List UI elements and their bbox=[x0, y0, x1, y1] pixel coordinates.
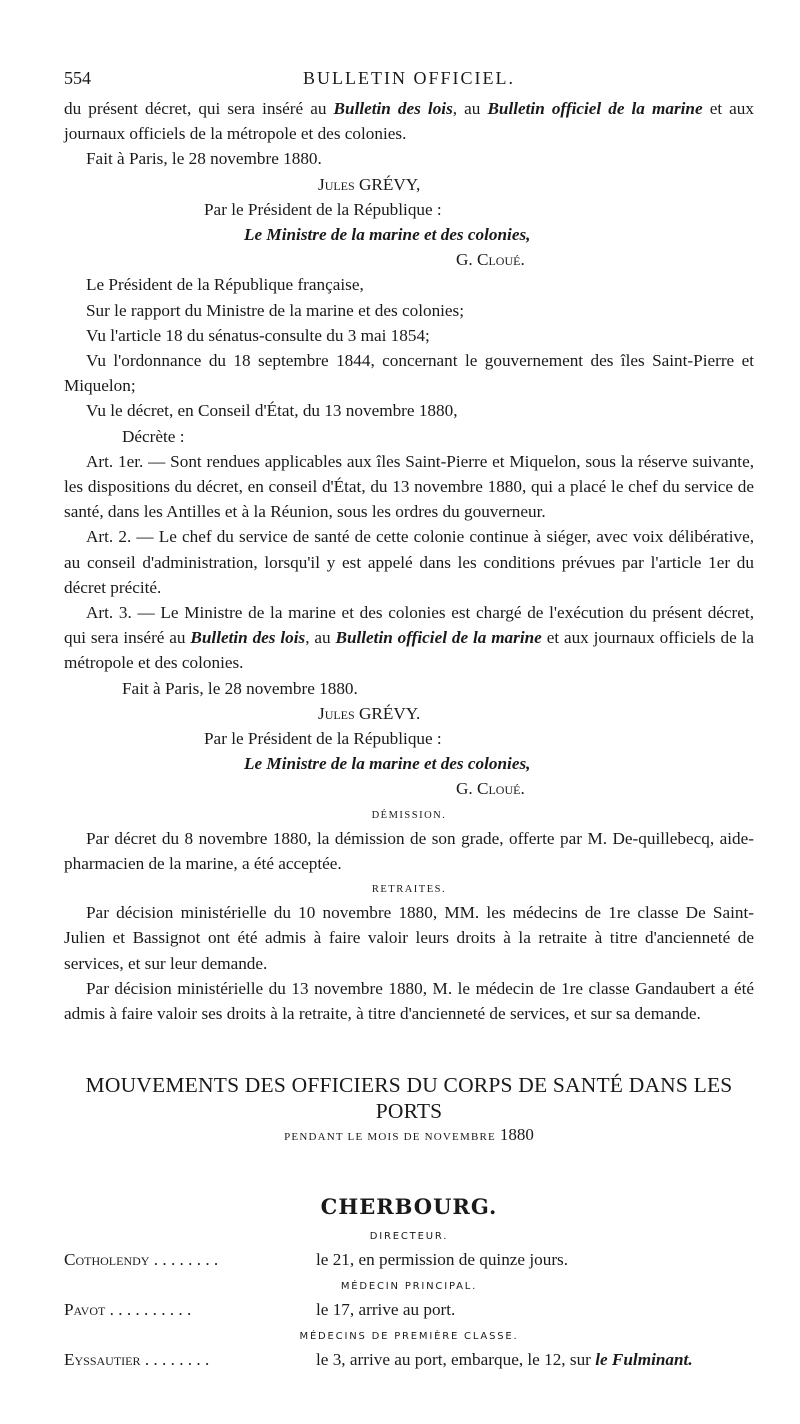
movement-entry bbox=[64, 1297, 754, 1322]
decree2-decrete: Décrète : bbox=[122, 426, 185, 446]
movement-text: le 21, en permission de quinze jours. bbox=[316, 1250, 569, 1270]
movement-text: le 3, arrive au port, embarque, le 12, sur le Fulminant. bbox=[316, 1350, 693, 1370]
document-page bbox=[64, 62, 754, 1372]
mouvements-title: MOUVEMENTS DES OFFICIERS DU CORPS DE SANTÉ DANS LES PORTS bbox=[85, 1073, 733, 1124]
movement-entry bbox=[64, 1247, 754, 1272]
officer-name: Cotholendy . . . . . . . . bbox=[64, 1250, 219, 1270]
decree2-article-2: Art. 2. — Le chef du service de santé de cette colonie continue à siéger, avec voix délibérative, au conseil d'administration, lorsqu'il y est appelé dans les conditions prévues par l'article 1er du décret précité. bbox=[64, 527, 754, 597]
decree2-article-1: Art. 1er. — Sont rendues applicables aux îles Saint-Pierre et Miquelon, sous la réserve suivante, les dispositions du décret, en conseil d'État, du 13 novembre 1880, qui a placé le chef du service de santé, dans les Antilles et à la Réunion, sous les ordres du gouverneur. bbox=[64, 451, 754, 522]
decree2-minister-title: Le Ministre de la marine et des colonies, bbox=[244, 754, 531, 774]
decree2-article-3: Art. 3. — Le Ministre de la marine et des colonies est chargé de l'exécution du présent décret, qui sera inséré au Bulletin des lois, au Bulletin officiel de la marine et aux journaux officiels de la métropole et des colonies. bbox=[64, 603, 754, 673]
demission-heading: DÉMISSION. bbox=[371, 809, 447, 821]
officer-name: Pavot . . . . . . . . . . bbox=[64, 1300, 192, 1320]
decree2-opening: Le Président de la République française, bbox=[86, 275, 364, 295]
decree1-closing-paragraph: du présent décret, qui sera inséré au Bulletin des lois, au Bulletin officiel de la marine et aux journaux officiels de la métropole et des colonies. bbox=[64, 99, 754, 144]
decree1-signatory: Jules GRÉVY, bbox=[318, 174, 421, 194]
demission-text: Par décret du 8 novembre 1880, la démission de son grade, offerte par M. De-quillebecq, aide-pharmacien de la marine, a été acceptée. bbox=[64, 828, 754, 873]
decree2-considerant-3: Vu l'ordonnance du 18 septembre 1844, concernant le gouvernement des îles Saint-Pierre et Miquelon; bbox=[64, 351, 754, 396]
decree2-considerant-4: Vu le décret, en Conseil d'État, du 13 novembre 1880, bbox=[86, 401, 458, 421]
decree2-par-le-president: Par le Président de la République : bbox=[204, 729, 442, 749]
decree2-considerant-1: Sur le rapport du Ministre de la marine et des colonies; bbox=[86, 300, 465, 320]
mouvements-subtitle: PENDANT LE MOIS DE NOVEMBRE 1880 bbox=[284, 1125, 534, 1145]
movement-entry bbox=[64, 1347, 754, 1372]
decree1-minister-name: G. Cloué. bbox=[456, 250, 525, 270]
decree1-par-le-president: Par le Président de la République : bbox=[204, 199, 442, 219]
rank-heading-medecins-premiere-classe: MÉDECINS DE PREMIÈRE CLASSE. bbox=[299, 1331, 519, 1343]
page-header bbox=[64, 62, 754, 96]
decree1-date: Fait à Paris, le 28 novembre 1880. bbox=[86, 149, 322, 169]
decree1-minister-title: Le Ministre de la marine et des colonies, bbox=[244, 225, 531, 245]
rank-heading-directeur: DIRECTEUR. bbox=[369, 1231, 449, 1243]
officer-name: Eyssautier . . . . . . . . bbox=[64, 1350, 210, 1370]
page-number: 554 bbox=[64, 68, 91, 88]
retraites-heading: RETRAITES. bbox=[371, 884, 447, 896]
rank-heading-medecin-principal: MÉDECIN PRINCIPAL. bbox=[340, 1281, 478, 1293]
running-title: BULLETIN OFFICIEL. bbox=[303, 68, 515, 88]
movement-text: le 17, arrive au port. bbox=[316, 1300, 456, 1320]
decree2-date: Fait à Paris, le 28 novembre 1880. bbox=[122, 678, 358, 698]
city-heading: CHERBOURG. bbox=[320, 1194, 498, 1220]
decree2-considerant-2: Vu l'article 18 du sénatus-consulte du 3 mai 1854; bbox=[86, 325, 430, 345]
retraites-paragraph-1: Par décision ministérielle du 10 novembre 1880, MM. les médecins de 1re classe De Saint-Julien et Bassignot ont été admis à faire valoir leurs droits à la retraite à titre d'ancienneté de services, et sur leur demande. bbox=[64, 903, 754, 973]
decree2-minister-name: G. Cloué. bbox=[456, 779, 525, 799]
retraites-paragraph-2: Par décision ministérielle du 13 novembre 1880, M. le médecin de 1re classe Gandaubert a été admis à faire valoir ses droits à la retraite, à titre d'ancienneté de services, et sur sa demande. bbox=[64, 978, 754, 1023]
decree2-signatory: Jules GRÉVY. bbox=[318, 703, 421, 723]
